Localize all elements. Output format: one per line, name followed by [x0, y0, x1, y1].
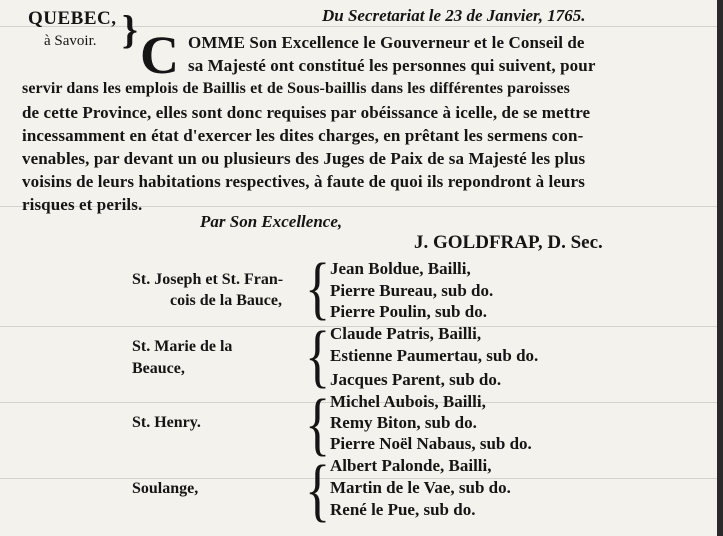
notice-line: voisins de leurs habitations respectives, à faute de quoi ils repondront à leurs [22, 172, 585, 191]
secretary-signature: J. GOLDFRAP, D. Sec. [414, 232, 603, 253]
officer-name: Pierre Noël Nabaus, sub do. [330, 434, 532, 453]
officer-name: Michel Aubois, Bailli, [330, 392, 486, 411]
parish-brace: { [305, 250, 331, 327]
dateline: Du Secretariat le 23 de Janvier, 1765. [322, 6, 586, 25]
officer-name: Jacques Parent, sub do. [330, 370, 502, 389]
officer-name: Estienne Paumertau, sub do. [330, 346, 539, 365]
notice-line: sa Majesté ont constitué les personnes qui suivent, pour [188, 56, 596, 75]
page-edge [717, 0, 723, 536]
parish-brace: { [305, 452, 331, 529]
officer-name: Remy Biton, sub do. [330, 413, 477, 432]
officer-name: Pierre Bureau, sub do. [330, 281, 494, 300]
notice-line: servir dans les emplois de Baillis et de Sous-baillis dans les différentes paroisses [22, 80, 571, 97]
parish-label: Beauce, [132, 360, 185, 377]
parish-label: St. Marie de la [132, 338, 233, 355]
officer-name: Pierre Poulin, sub do. [330, 302, 487, 321]
notice-line: de cette Province, elles sont donc requises par obéissance à icelle, de se mettre [22, 103, 591, 122]
notice-line: risques et perils. [22, 195, 143, 214]
notice-line: incessamment en état d'exercer les dites charges, en prêtant les sermens con- [22, 126, 584, 145]
officer-name: René le Pue, sub do. [330, 500, 476, 519]
parish-label: St. Henry. [132, 414, 201, 431]
notice-line: OMME Son Excellence le Gouverneur et le Conseil de [188, 33, 585, 52]
parish-label: St. Joseph et St. Fran- [132, 271, 284, 288]
place-heading: QUEBEC, [28, 8, 117, 29]
officer-name: Albert Palonde, Bailli, [330, 456, 492, 475]
header-brace: } [122, 7, 138, 52]
parish-label: Soulange, [132, 480, 199, 497]
drop-cap: C [140, 25, 179, 85]
parish-brace: { [305, 386, 331, 463]
officer-name: Martin de le Vae, sub do. [330, 478, 511, 497]
officer-name: Jean Boldue, Bailli, [330, 259, 471, 278]
parish-brace: { [305, 318, 331, 395]
officer-name: Claude Patris, Bailli, [330, 324, 482, 343]
by-order-line: Par Son Excellence, [200, 212, 343, 231]
parish-label: cois de la Bauce, [170, 292, 282, 309]
savoir-label: à Savoir. [44, 33, 97, 49]
notice-line: venables, par devant un ou plusieurs des Juges de Paix de sa Majesté les plus [22, 149, 586, 168]
